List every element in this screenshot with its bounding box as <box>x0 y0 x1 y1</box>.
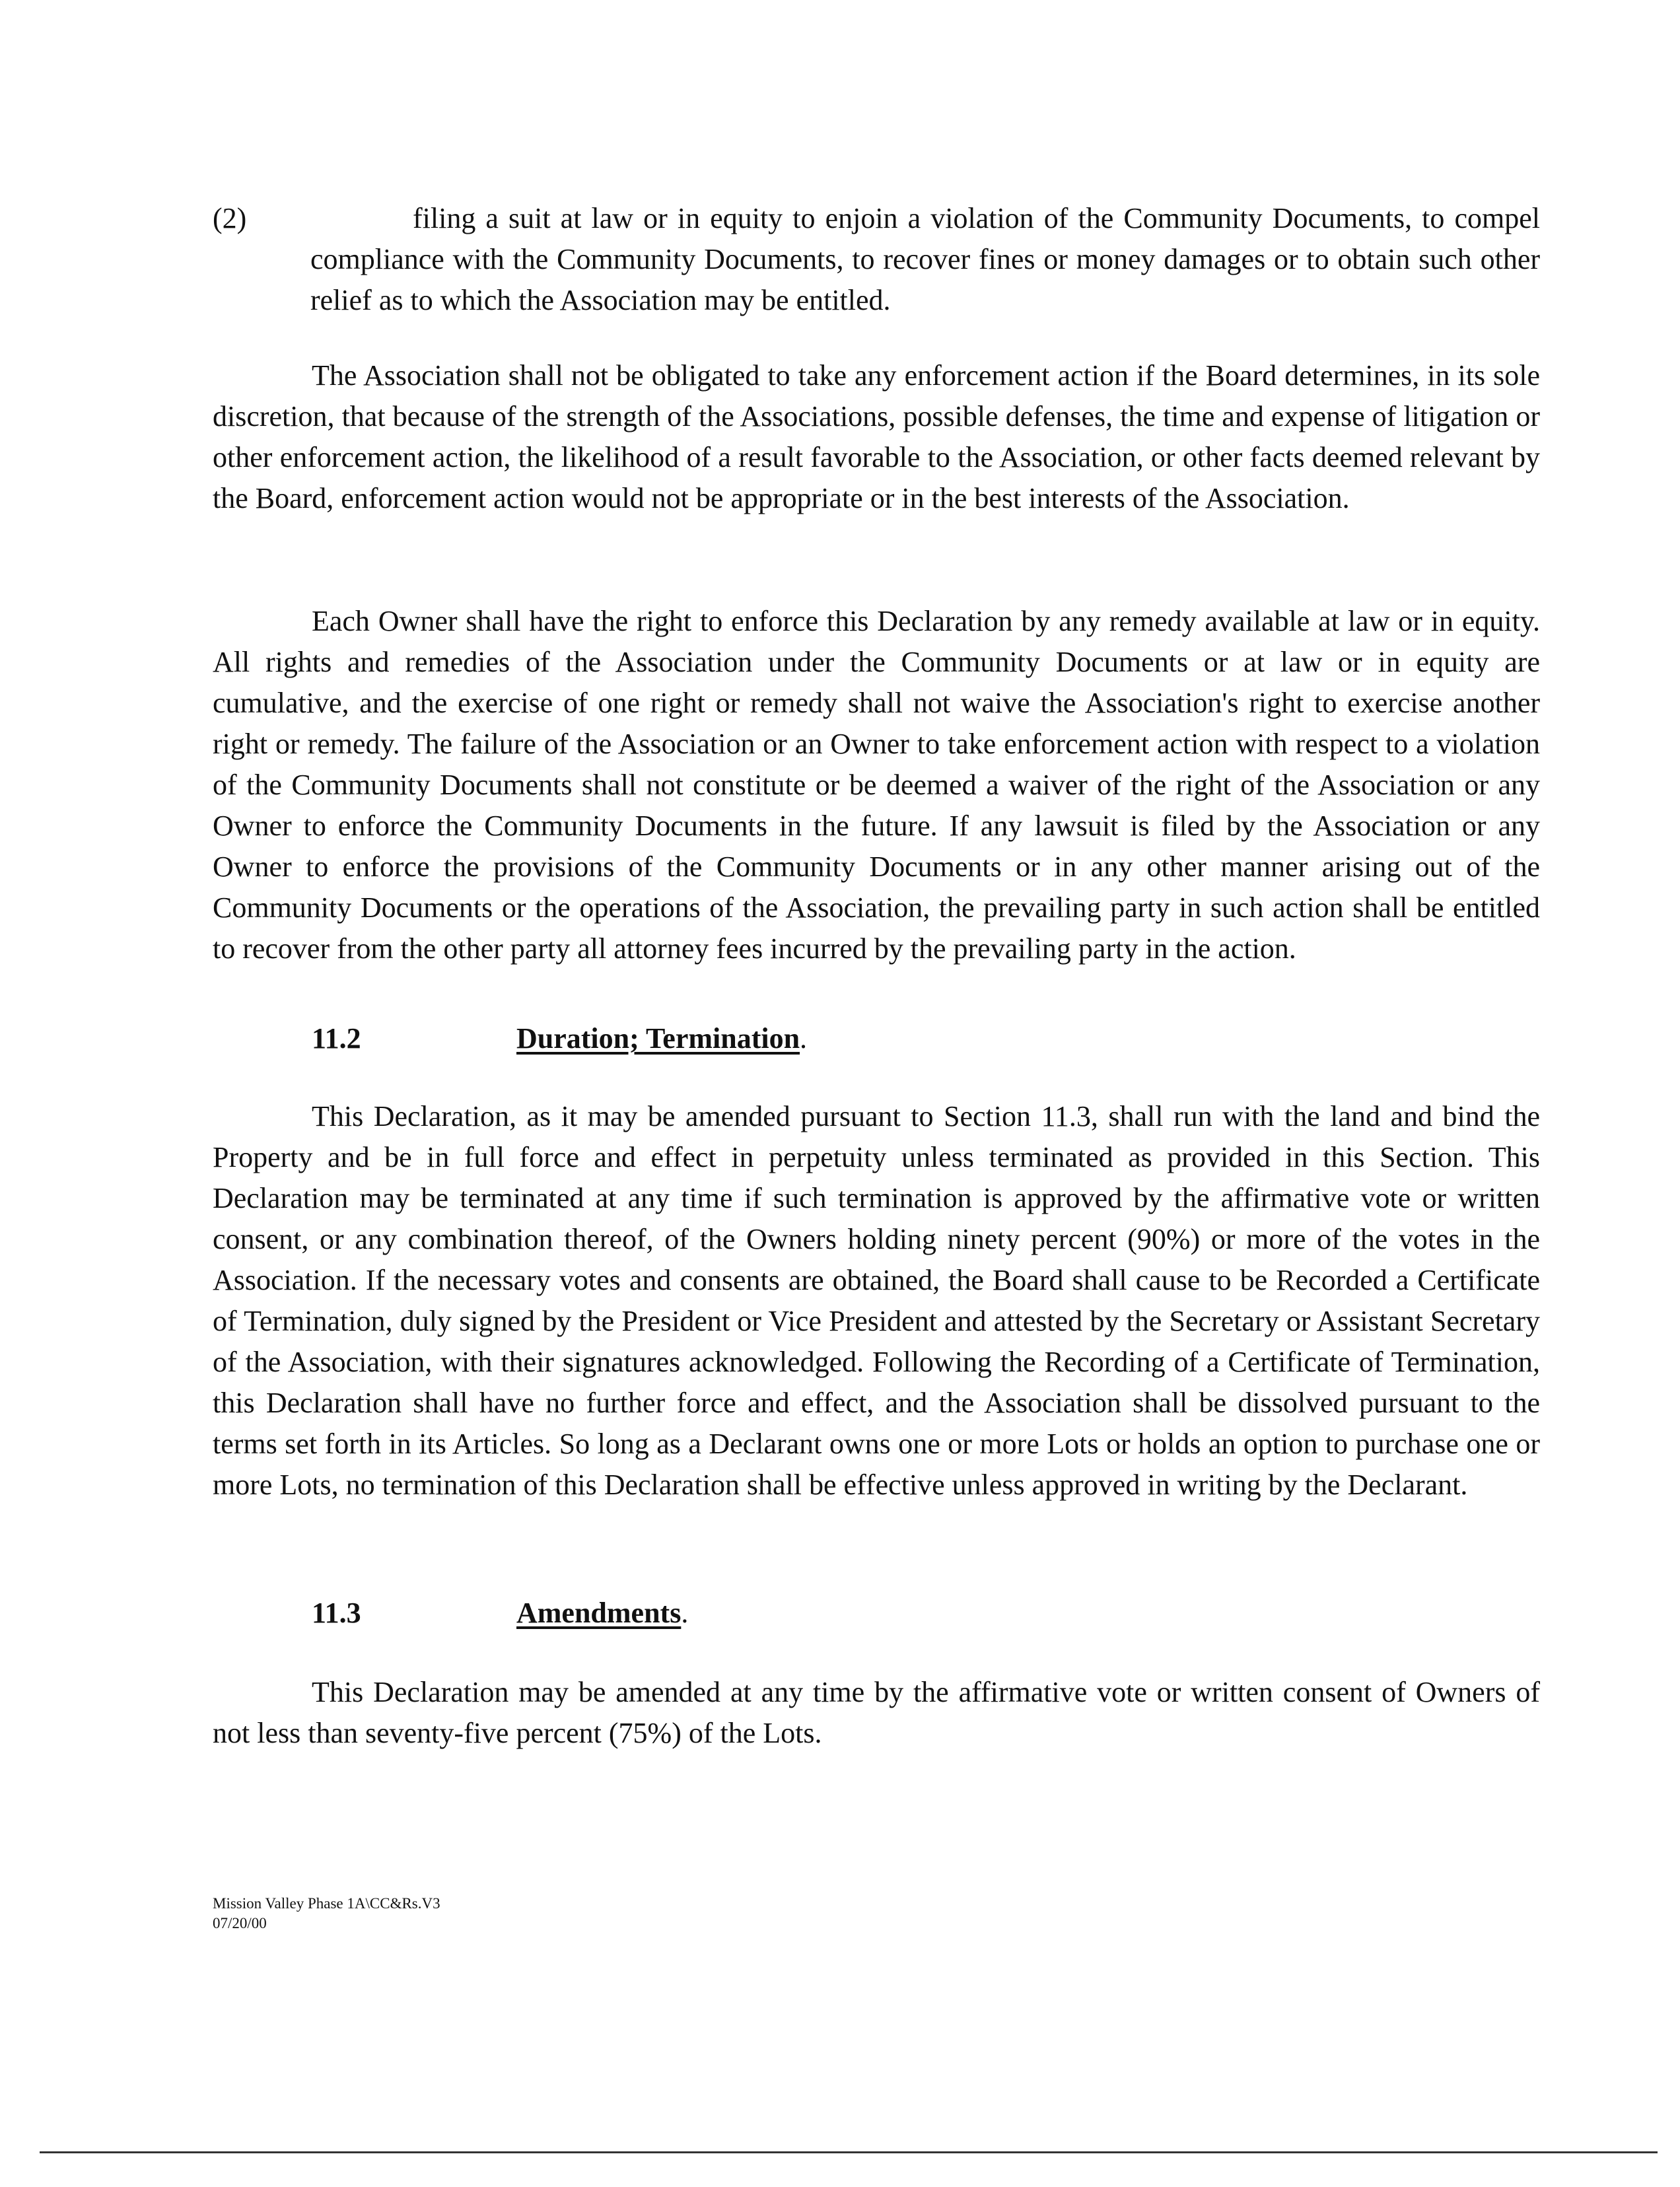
section-number: 11.3 <box>312 1597 361 1629</box>
list-item <box>213 198 1540 321</box>
section-title: Duration; Termination <box>516 1022 800 1055</box>
section-title-punct: . <box>800 1022 808 1055</box>
paragraph-amendments: This Declaration may be amended at any time by the affirmative vote or written consent of Owners of not less than seventy-five percent (75%) of the Lots. <box>213 1676 1540 1749</box>
paragraph-duration-termination: This Declaration, as it may be amended pursuant to Section 11.3, shall run with the land and bind the Property and be in full force and effect in perpetuity unless terminated as provided in this Section. This Declaration may be terminated at any time if such termination is approved by the affirmative vote or written consent, or any combination thereof, of the Owners holding ninety percent (90%) or more of the votes in the Association. If the necessary votes and consents are obtained, the Board shall cause to be Recorded a Certificate of Termination, duly signed by the President or Vice President and attested by the Secretary or Assistant Secretary of the Association, with their signatures acknowledged. Following the Recording of a Certificate of Termination, this Declaration shall have no further force and effect, and the Association shall be dissolved pursuant to the terms set forth in its Articles. So long as a Declarant owns one or more Lots or holds an option to purchase one or more Lots, no termination of this Declaration shall be effective unless approved in writing by the Declarant. <box>213 1100 1540 1501</box>
section-title-punct: . <box>681 1597 689 1629</box>
footer-file-path: Mission Valley Phase 1A\CC&Rs.V3 <box>213 1895 440 1912</box>
section-heading-11-2 <box>312 1018 807 1059</box>
paragraph-enforcement-discretion: The Association shall not be obligated to take any enforcement action if the Board determines, in its sole discretion, that because of the strength of the Associations, possible defenses, the time and expense of litigation or other enforcement action, the likelihood of a result favorable to the Association, or other facts deemed relevant by the Board, enforcement action would not be appropriate or in the best interests of the Association. <box>213 359 1540 514</box>
list-item-text: filing a suit at law or in equity to enjoin a violation of the Community Documents, to compel compliance with the Community Documents, to recover fines or money damages or to obtain such other relief as to which the Association may be entitled. <box>310 202 1540 316</box>
footer-date: 07/20/00 <box>213 1915 267 1931</box>
list-item-number: (2) <box>213 202 247 234</box>
section-title: Amendments <box>516 1597 682 1629</box>
paragraph-owner-rights: Each Owner shall have the right to enforce this Declaration by any remedy available at law or in equity. All rights and remedies of the Association under the Community Documents or at law or in equity are cumulative, and the exercise of one right or remedy shall not waive the Association's right to exercise another right or remedy. The failure of the Association or an Owner to take enforcement action with respect to a violation of the Community Documents shall not constitute or be deemed a waiver of the right of the Association or any Owner to enforce the Community Documents in the future. If any lawsuit is filed by the Association or any Owner to enforce the provisions of the Community Documents or in any other manner arising out of the Community Documents or the operations of the Association, the prevailing party in such action shall be entitled to recover from the other party all attorney fees incurred by the prevailing party in the action. <box>213 605 1540 965</box>
section-heading-11-3 <box>312 1593 688 1634</box>
page-footer <box>213 1894 440 1933</box>
bottom-scan-line <box>40 2151 1658 2153</box>
section-number: 11.2 <box>312 1022 361 1055</box>
